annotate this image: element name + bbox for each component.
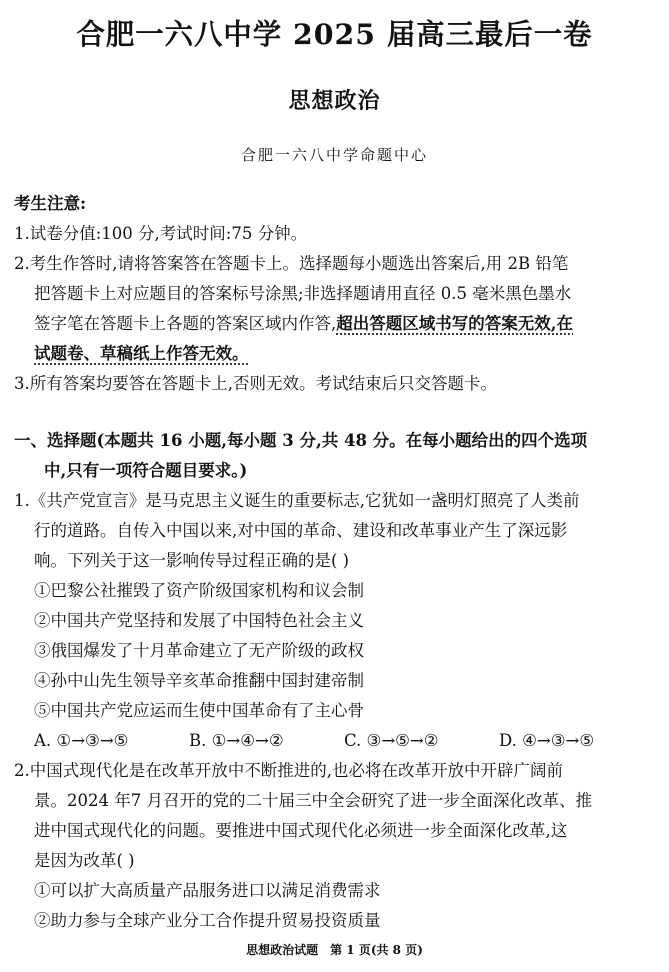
q1-option-c: C. ③→⑤→② [344, 731, 439, 750]
exam-title: 合肥一六八中学 2025 届高三最后一卷 [76, 17, 593, 51]
q1-statement-1: ①巴黎公社摧毁了资产阶级国家机构和议会制 [34, 581, 364, 600]
issuer-line: 合肥一六八中学命题中心 [240, 146, 428, 164]
q1-option-b: B. ①→④→② [189, 731, 284, 750]
q1-statement-5: ⑤中国共产党应运而生使中国革命有了主心骨 [34, 701, 364, 720]
q1-option-a: A. ①→③→⑤ [34, 731, 129, 750]
q1-statement-4: ④孙中山先生领导辛亥革命推翻中国封建帝制 [34, 671, 364, 690]
q2-stem-line-2: 景。2024 年7 月召开的党的二十届三中全会研究了进一步全面深化改革、推 [34, 791, 592, 810]
q1-statement-3: ③俄国爆发了十月革命建立了无产阶级的政权 [34, 641, 364, 660]
q2-stem-line-3: 进中国式现代化的问题。要推进中国式现代化必须进一步全面深化改革,这 [34, 821, 568, 840]
q2-stem-line-4: 是因为改革( ) [34, 851, 135, 870]
page-footer: 思想政治试题 第 1 页(共 8 页) [246, 943, 423, 957]
notice-emphasis-1: 超出答题区域书写的答案无效,在 [336, 314, 573, 333]
q1-statement-2: ②中国共产党坚持和发展了中国特色社会主义 [34, 611, 364, 630]
notice-item-1: 1.试卷分值:100 分,考试时间:75 分钟。 [14, 224, 308, 243]
q1-stem-line-1: 1.《共产党宣言》是马克思主义诞生的重要标志,它犹如一盏明灯照亮了人类前 [14, 491, 580, 510]
notice-item-2-line-3 [34, 313, 573, 335]
notice-item-2-line-4 [34, 343, 249, 365]
notice-item-2-line-2: 把答题卡上对应题目的答案标号涂黑;非选择题请用直径 0.5 毫米黑色墨水 [34, 284, 572, 303]
subject-title: 思想政治 [288, 88, 381, 114]
q1-option-d: D. ④→③→⑤ [499, 731, 595, 750]
q2-statement-2: ②助力参与全球产业分工合作提升贸易投资质量 [34, 911, 381, 930]
q2-stem-line-1: 2.中国式现代化是在改革开放中不断推进的,也必将在改革开放中开辟广阔前 [14, 761, 563, 780]
section-heading-line-1: 一、选择题(本题共 16 小题,每小题 3 分,共 48 分。在每小题给出的四个选项 [14, 431, 588, 450]
notice-item-2-text: 签字笔在答题卡上各题的答案区域内作答, [34, 314, 337, 333]
notice-heading: 考生注意: [14, 194, 87, 213]
q1-stem-line-2: 行的道路。自传入中国以来,对中国的革命、建设和改革事业产生了深远影 [34, 521, 568, 540]
notice-item-3: 3.所有答案均要答在答题卡上,否则无效。考试结束后只交答题卡。 [14, 374, 497, 393]
q2-statement-1: ①可以扩大高质量产品服务进口以满足消费需求 [34, 881, 381, 900]
section-heading-line-2: 中,只有一项符合题目要求。) [44, 461, 248, 480]
notice-item-2-line-1: 2.考生作答时,请将答案答在答题卡上。选择题每小题选出答案后,用 2B 铅笔 [14, 254, 569, 273]
notice-emphasis-2: 试题卷、草稿纸上作答无效。 [34, 344, 249, 363]
q1-stem-line-3: 响。下列关于这一影响传导过程正确的是( ) [34, 551, 350, 570]
